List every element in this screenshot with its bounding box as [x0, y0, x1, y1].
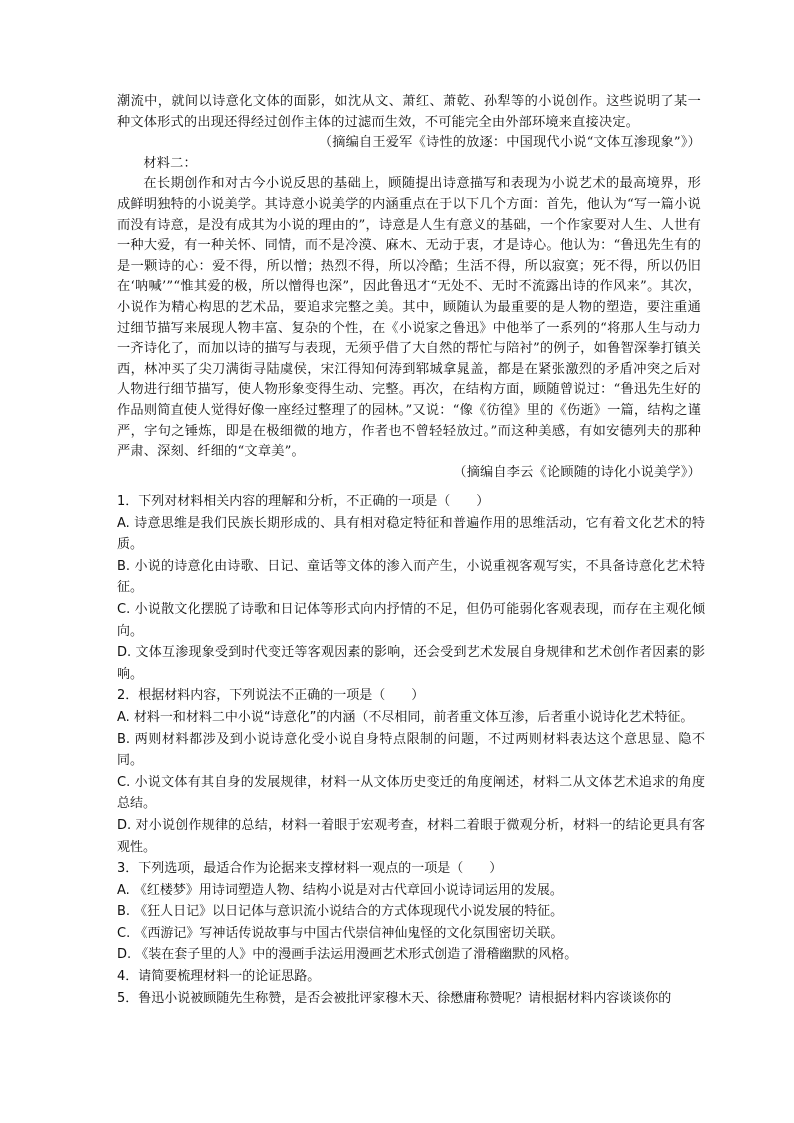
- question-2-option-c: C. 小说文体有其自身的发展规律，材料一从文体历史变迁的角度阐述，材料二从文体艺术追求的角度总结。: [117, 774, 705, 812]
- material-one-source: （摘编自王爱军《诗性的放逐：中国现代小说“文体互渗现象”》）: [318, 135, 701, 151]
- question-1-option-d: D. 文体互渗现象受到时代变迁等客观因素的影响，还会受到艺术发展自身规律和艺术创作者因素的影响。: [117, 645, 705, 682]
- question-3-option-b: B. 《狂人日记》以日记体与意识流小说结合的方式体现现代小说发展的特征。: [117, 904, 564, 920]
- material-section: [117, 92, 701, 483]
- material-two-paragraph: 在长期创作和对古今小说反思的基础上，顾随提出诗意描写和表现为小说艺术的最高境界，形成鲜明独特的小说美学。其诗意小说美学的内涵重点在于以下几个方面：首先，他认为“写一篇小说而没有诗意，是没有成其为小说的理由的”，诗意是人生有意义的基础，一个作家要对人生、人世有一种大爱，有一种关怀、同情，而不是冷漠、麻木、无动于衷，才是诗心。他认为：“鲁迅先生有的是一颗诗的心：爱不得，所以憎；热烈不得，所以冷酷；生活不得，所以寂寞；死不得，所以仍旧在‘呐喊’”“惟其爱的极，所以憎得也深”，因此鲁迅才“无处不、无时不流露出诗的作风来”。其次，小说作为精心构思的艺术品，要追求完整之美。其中，顾随认为最重要的是人物的塑造，要注重通过细节描写来展现人物丰富、复杂的个性，在《小说家之鲁迅》中他举了一系列的“将那人生与动力一齐诗化了，而加以诗的描写与表现，无须乎借了大自然的帮忙与陪衬”的例子，如鲁智深拳打镇关西，林冲买了尖刀满街寻陆虞侯，宋江得知何涛到郓城拿晁盖，都是在紧张激烈的矛盾冲突之后对人物进行细节描写，使人物形象变得生动、完整。再次，在结构方面，顾随曾说过：“鲁迅先生好的作品则简直使人觉得好像一座经过整理了的园林。”又说：“像《彷徨》里的《伤逝》一篇，结构之谨严，字句之锤炼，即是在极细微的地方，作者也不曾轻轻放过。”而这种美感，有如安德列夫的那种严肃、深刻、纤细的“文章美”。: [117, 176, 701, 460]
- question-1-option-b: B. 小说的诗意化由诗歌、日记、童话等文体的渗入而产生，小说重视客观写实，不具备诗意化艺术特征。: [117, 558, 705, 596]
- question-1-stem: 1．下列对材料相关内容的理解和分析，不正确的一项是（ ）: [117, 494, 490, 509]
- question-3-stem: 3．下列选项，最适合作为论据来支撑材料一观点的一项是（ ）: [117, 861, 503, 877]
- question-3-option-d: D. 《装在套子里的人》中的漫画手法运用漫画艺术形式创造了滑稽幽默的风格。: [117, 947, 578, 963]
- question-4-stem: 4．请简要梳理材料一的论证思路。: [117, 969, 321, 985]
- question-2-stem: 2．根据材料内容，下列说法不正确的一项是（ ）: [117, 688, 425, 704]
- question-2-option-d: D. 对小说创作规律的总结，材料一着眼于宏观考查，材料二着眼于微观分析，材料一的结论更具有客观性。: [117, 817, 705, 855]
- question-2-option-a: A. 材料一和材料二中小说“诗意化”的内涵（不尽相同，前者重文体互渗，后者重小说诗化艺术特征。: [117, 709, 694, 725]
- questions-section: [117, 491, 705, 1009]
- question-2-option-b: B. 两则材料都涉及到小说诗意化受小说自身特点限制的问题，不过两则材料表达这个意思显、隐不同。: [117, 731, 705, 769]
- material-two-title: 材料二：: [143, 155, 197, 171]
- question-5-stem: 5．鲁迅小说被顾随先生称赞，是否会被批评家穆木天、徐懋庸称赞呢？请根据材料内容谈谈你的: [117, 990, 672, 1006]
- question-1-option-c: C. 小说散文化摆脱了诗歌和日记体等形式向内抒情的不足，但仍可能弱化客观表现，而存在主观化倾向。: [117, 601, 705, 639]
- material-two-source: （摘编自李云《论顾随的诗化小说美学》）: [453, 464, 701, 480]
- question-1-option-a: A. 诗意思维是我们民族长期形成的、具有相对稳定特征和普遍作用的思维活动，它有着文化艺术的特质。: [117, 515, 705, 553]
- question-3-option-a: A. 《红楼梦》用诗词塑造人物、结构小说是对古代章回小说诗词运用的发展。: [117, 882, 563, 898]
- question-3-option-c: C. 《西游记》写神话传说故事与中国古代崇信神仙鬼怪的文化氛围密切关联。: [117, 925, 564, 941]
- material-one-paragraph: 潮流中，就间以诗意化文体的面影，如沈从文、萧红、萧乾、孙犁等的小说创作。这些说明了某一种文体形式的出现还得经过创作主体的过滤而生效，不可能完全由外部环境来直接决定。: [117, 94, 701, 130]
